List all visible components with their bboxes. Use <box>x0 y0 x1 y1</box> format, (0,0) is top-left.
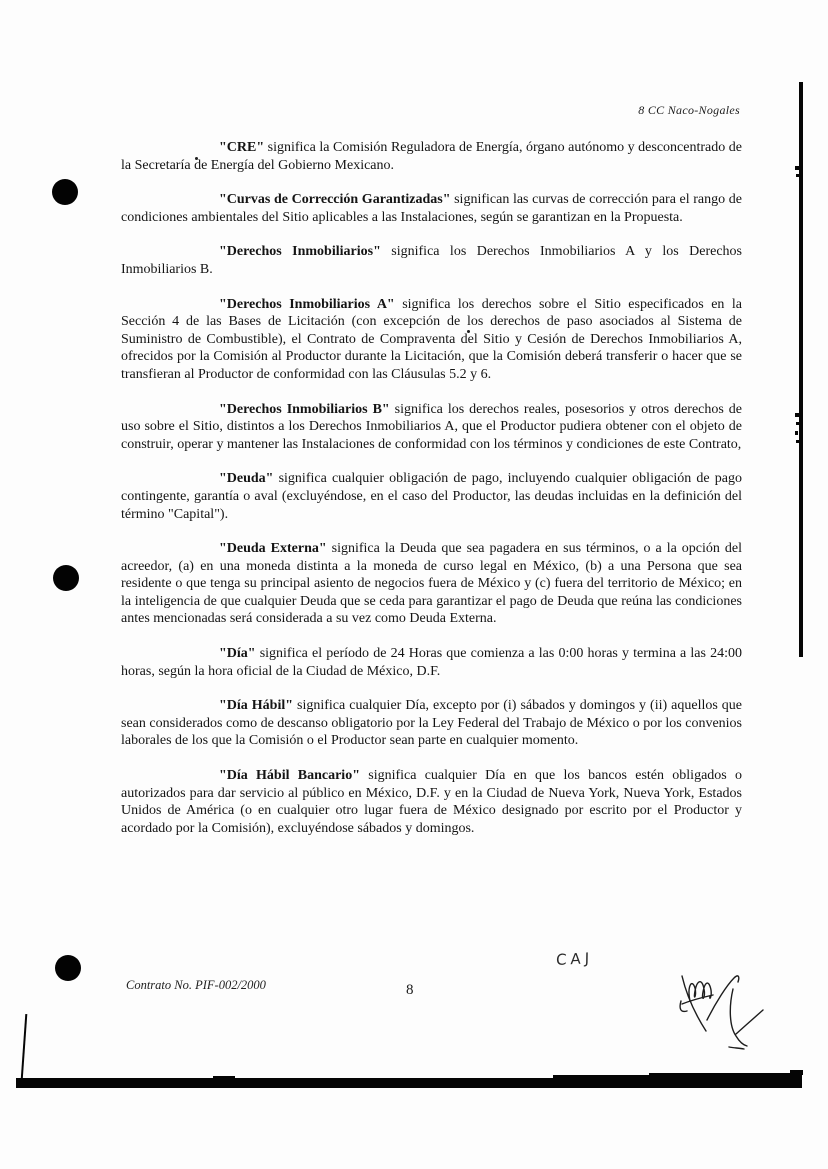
definition-paragraph <box>121 645 742 680</box>
definition-paragraph <box>121 401 742 454</box>
definition-paragraph <box>121 470 742 523</box>
definition-text: significa los Derechos Inmobiliarios A y los Derechos Inmobiliarios B. <box>121 244 742 277</box>
definition-text: significa cualquier Día, excepto por (i) sábados y domingos y (ii) aquellos que sean considerados como de descanso obligatorio por la Ley Federal del Trabajo de México o por los convenios laborales de los que la Comisión o el Productor sean parte en cualquier momento. <box>121 698 743 749</box>
definition-text: significa cualquier Día en que los bancos estén obligados o autorizados para dar servicio al público en México, D.F. y en la Ciudad de Nueva York, Nueva York, Estados Unidos de América (o en cualquier otro lugar fuera de México designado por escrito por el Productor y acordado por la Comisión), excluyéndose sábados y domingos. <box>121 768 742 836</box>
definition-paragraph <box>121 139 742 174</box>
scan-artifact <box>649 1073 802 1076</box>
definition-term: "Día Hábil Bancario" <box>219 768 360 784</box>
definition-text: significan las curvas de corrección para el rango de condiciones ambientales del Sitio aplicables a las Instalaciones, según se garantizan en la Propuesta. <box>121 192 742 225</box>
definition-term: "Deuda" <box>219 471 274 487</box>
scan-artifact <box>796 440 799 443</box>
page-number: 8 <box>406 982 414 998</box>
scan-artifact <box>213 1076 235 1078</box>
definition-text: significa la Comisión Reguladora de Energía, órgano autónomo y desconcentrado de la Secretaría de Energía del Gobierno Mexicano. <box>121 140 742 173</box>
definition-text: significa los derechos sobre el Sitio especificados en la Sección 4 de las Bases de Licitación (con excepción de los derechos de paso asociados al Sistema de Suministro de Combustible), el Contrato de Compraventa del Sitio y Cesión de Derechos Inmobiliarios A, ofrecidos por la Comisión al Productor durante la Licitación, que la Comisión deberá transferir o hacer que se transfieran al Productor de conformidad con las Cláusulas 5.2 y 6. <box>121 296 743 382</box>
definitions-body <box>121 139 742 837</box>
definition-paragraph <box>121 191 742 226</box>
handwritten-initials: CAJ <box>555 949 594 969</box>
definition-term: "Derechos Inmobiliarios A" <box>219 296 395 312</box>
hole-punch-icon <box>53 565 79 591</box>
scan-artifact <box>790 1070 803 1075</box>
definition-term: "Deuda Externa" <box>219 541 327 557</box>
definition-text: significa el período de 24 Horas que comienza a las 0:00 horas y termina a las 24:00 horas, según la hora oficial de la Ciudad de México, D.F. <box>121 646 742 679</box>
definition-paragraph <box>121 767 742 837</box>
definition-term: "Derechos Inmobiliarios" <box>219 244 381 260</box>
definition-text: significa cualquier obligación de pago, incluyendo cualquier obligación de pago contingente, garantía o aval (excluyéndose, en el caso del Productor, las deudas incluidas en la definición del término "Capital"). <box>121 471 742 522</box>
definition-text: significa la Deuda que sea pagadera en sus términos, o a la opción del acreedor, (a) en una moneda distinta a la moneda de curso legal en México, (b) a una Persona que sea residente o que tenga su principal asiento de negocios fuera de México y (c) fuera del territorio de México; en la inteligencia de que cualquier Deuda que se ceda para garantizar el pago de Deuda que reúna las condiciones antes mencionadas será considerada a su vez como Deuda Externa. <box>121 541 742 627</box>
handwritten-signature <box>675 958 775 1058</box>
definition-term: "CRE" <box>219 140 265 155</box>
hole-punch-icon <box>55 955 81 981</box>
scan-artifact <box>795 166 799 170</box>
definition-term: "Curvas de Corrección Garantizadas" <box>219 192 451 208</box>
scan-edge-line-bottom <box>16 1078 802 1088</box>
definition-paragraph <box>121 296 742 384</box>
footer-contract-number: Contrato No. PIF-002/2000 <box>126 978 266 992</box>
definition-term: "Día" <box>219 646 256 662</box>
definition-term: "Día Hábil" <box>219 698 294 714</box>
definition-paragraph <box>121 697 742 750</box>
scan-artifact <box>796 422 800 425</box>
definition-paragraph <box>121 243 742 278</box>
scan-edge-line-right <box>799 82 803 657</box>
definition-term: "Derechos Inmobiliarios B" <box>219 401 390 417</box>
scan-edge-line-left <box>21 1014 28 1080</box>
definition-paragraph <box>121 540 742 628</box>
scan-artifact <box>795 431 798 435</box>
hole-punch-icon <box>52 179 78 205</box>
scan-artifact <box>795 413 799 417</box>
scan-artifact <box>796 174 799 177</box>
header-reference: 8 CC Naco-Nogales <box>638 103 740 117</box>
definition-text: significa los derechos reales, posesorios y otros derechos de uso sobre el Sitio, distintos a los Derechos Inmobiliarios A, que el Productor pudiera obtener con el objeto de construir, operar y mantener las Instalaciones de conformidad con los términos y condiciones de este Contrato, <box>121 401 743 452</box>
